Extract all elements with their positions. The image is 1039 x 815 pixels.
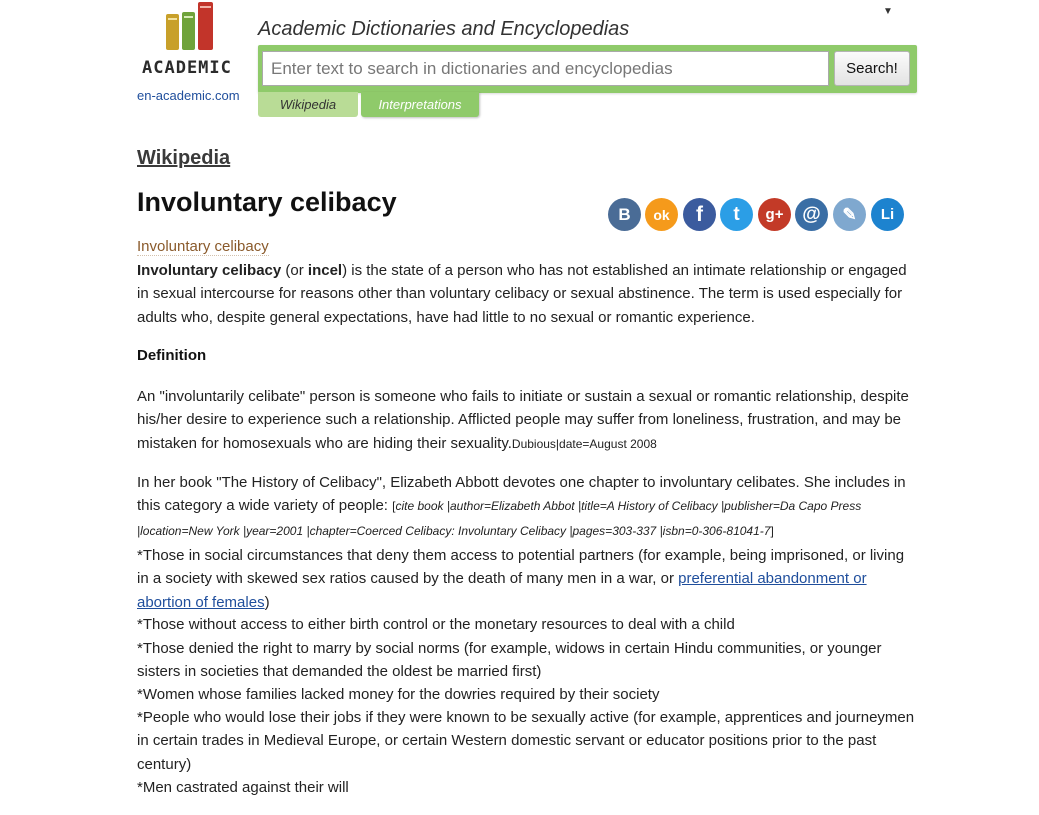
odnoklassniki-icon: ok: [653, 206, 670, 223]
facebook-share-button[interactable]: [683, 198, 716, 231]
chevron-down-icon[interactable]: ▼: [883, 6, 893, 17]
mail-icon: @: [802, 203, 821, 225]
site-logo[interactable]: [137, 2, 241, 102]
books-logo-icon: [164, 2, 216, 50]
tab-wikipedia[interactable]: Wikipedia: [258, 92, 358, 117]
intro-or: (or: [281, 262, 308, 279]
definition-text: An "involuntarily celibate" person is someone who fails to initiate or sustain a sexual or romantic relationship, despite his/her desire to experience such a relationship. Afflicted people may suffer from loneliness, frustration, and may be mistaken for homosexuals who are hiding their sexuality.: [137, 388, 909, 452]
definition-paragraph: [137, 385, 917, 456]
logo-wordmark: ACADEMIC: [142, 58, 232, 78]
list-item: *Men castrated against their will: [137, 779, 349, 796]
vk-share-button[interactable]: [608, 198, 641, 231]
site-title: Academic Dictionaries and Encyclopedias: [258, 18, 630, 40]
search-input[interactable]: [262, 51, 829, 86]
cite-close: ]: [770, 523, 774, 538]
dubious-tag: Dubious|date=August 2008: [511, 436, 657, 451]
odnoklassniki-share-button[interactable]: [645, 198, 678, 231]
intro-text: ) is the state of a person who has not established an intimate relationship or engaged in sexual intercourse for reasons other than voluntary celibacy or sexual abstinence. The term is used especially for adults who, despite general expectations, have had little to no sexual or romantic experience.: [137, 262, 907, 326]
intro-alt-term: incel: [307, 262, 343, 279]
page-title: Involuntary celibacy: [137, 187, 397, 217]
list-item: *People who would lose their jobs if they were known to be sexually active (for example, apprentices and journeymen in certain trades in Medieval Europe, or certain Western domestic servant or educator positions prior to the past century): [137, 709, 915, 773]
mail-share-button[interactable]: [795, 198, 828, 231]
list-item-1-text: *Those in social circumstances that deny them access to potential partners (for example, being imprisoned, or living in a society with skewed sex ratios caused by the death of many men in a war, or: [137, 547, 905, 588]
source-link[interactable]: Wikipedia: [137, 147, 231, 169]
liveinternet-icon: Li: [880, 206, 895, 223]
intro-term: Involuntary celibacy: [137, 262, 282, 279]
twitter-icon: t: [733, 203, 740, 225]
google-plus-icon: g+: [765, 206, 784, 223]
intro-paragraph: [137, 259, 917, 329]
twitter-share-button[interactable]: [720, 198, 753, 231]
google-plus-share-button[interactable]: [758, 198, 791, 231]
tab-interpretations[interactable]: Interpretations: [361, 92, 479, 117]
facebook-icon: f: [696, 202, 703, 226]
definition-heading: Definition: [137, 347, 207, 364]
list-item: *Those without access to either birth control or the monetary resources to deal with a child: [137, 616, 735, 633]
vk-icon: B: [618, 204, 631, 224]
search-button[interactable]: Search!: [834, 51, 910, 86]
logo-domain-link[interactable]: en-academic.com: [137, 88, 240, 103]
list-item: [137, 544, 917, 614]
cite-open: [: [392, 499, 396, 514]
preferential-abandonment-link[interactable]: preferential abandonment or abortion of females: [137, 570, 867, 611]
list-item-1-close: ): [264, 593, 270, 611]
article-subtitle: Involuntary celibacy: [137, 238, 269, 255]
book-text: In her book "The History of Celibacy", Elizabeth Abbott devotes one chapter to involuntary celibates. She includes in this category a wide variety of people:: [137, 474, 906, 515]
citation: cite book |author=Elizabeth Abbot |title=A History of Celibacy |publisher=Da Capo Press |location=New York |year=2001 |chapter=Coerced Celibacy: Involuntary Celibacy |pages=303-337 |isbn=0-306-81041-7: [137, 499, 862, 538]
list-item: *Women whose families lacked money for the dowries required by their society: [137, 686, 660, 703]
livejournal-icon: ✎: [842, 204, 857, 224]
liveinternet-share-button[interactable]: [871, 198, 904, 231]
book-paragraph: [137, 471, 917, 543]
list-item: *Those denied the right to marry by social norms (for example, widows in certain Hindu communities, or younger sisters in societies that demanded the oldest be married first): [137, 640, 882, 681]
livejournal-share-button[interactable]: [833, 198, 866, 231]
